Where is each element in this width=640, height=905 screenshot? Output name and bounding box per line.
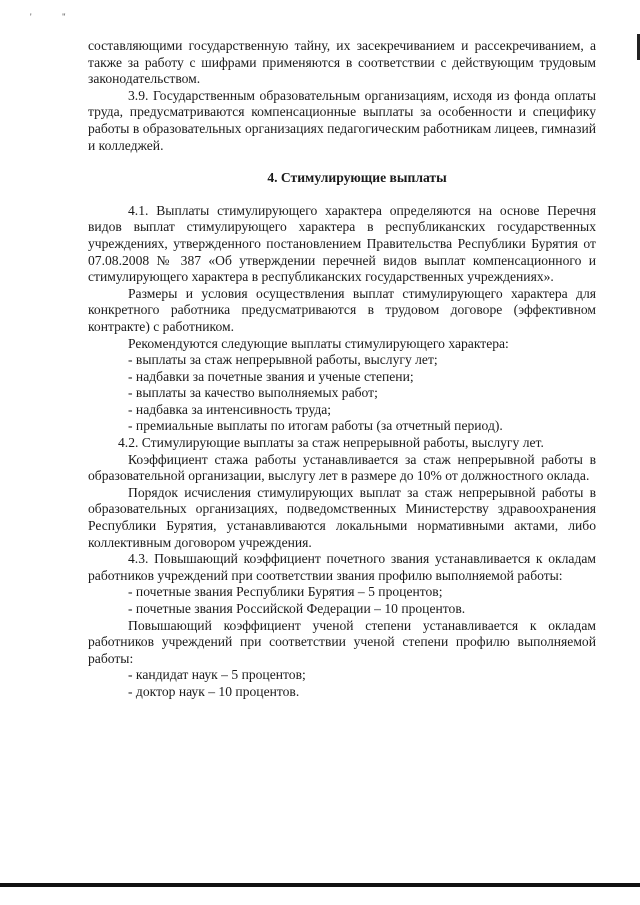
list-item: - надбавки за почетные звания и ученые степени; (128, 368, 414, 384)
list-item: - выплаты за качество выполняемых работ; (128, 385, 378, 401)
paragraph-4-3: 4.3. Повышающий коэффициент почетного звания устанавливается к окладам работников учреждений при соответствии звания профилю выполняемой работы: (88, 551, 596, 583)
list-item: - почетные звания Российской Федерации – 10 процентов. (128, 601, 466, 616)
list-item: - кандидат наук – 5 процентов; (128, 667, 306, 683)
list-item: - выплаты за стаж непрерывной работы, выслугу лет; (128, 352, 438, 368)
paragraph-sizes: Размеры и условия осуществления выплат стимулирующего характера для конкретного работника предусматриваются в трудовом договоре (эффективном контракте) с работником. (88, 285, 596, 334)
paragraph-4-1: 4.1. Выплаты стимулирующего характера определяются на основе Перечня видов выплат стимулирующего характера в республиканских государственных учреждениях, утвержденного постановлением Правительства Республики Бурятия от 07.08.2008 № 387 «Об утверждении перечней видов выплат компенсационного и стимулирующего характера в республиканских государственных учреждениях». (88, 202, 596, 285)
paragraph-4-2: 4.2. Стимулирующие выплаты за стаж непрерывной работы, выслугу лет. (118, 435, 544, 451)
spacer (88, 187, 596, 203)
spacer (88, 154, 596, 170)
scan-mark-right: " (62, 12, 66, 22)
paragraph-secrecy: составляющими государственную тайну, их засекречиванием и рассекречиванием, а также за работу с шифрами применяются в соответствии с действующим трудовым законодательством. (88, 38, 596, 87)
paragraph-degree: Повышающий коэффициент ученой степени устанавливается к окладам работников учреждений при соответствии ученой степени профилю выполняемой работы: (88, 617, 596, 666)
list-item: - премиальные выплаты по итогам работы (за отчетный период). (128, 418, 503, 434)
scan-bottom-bar (0, 883, 640, 887)
paragraph-order: Порядок исчисления стимулирующих выплат за стаж непрерывной работы в образовательных организациях, подведомственных Министерству здравоохранения Республики Бурятия, устанавливаются локальными нормативными актами, либо коллективным договором учреждения. (88, 484, 596, 550)
paragraph-recommended: Рекомендуются следующие выплаты стимулирующего характера: (128, 335, 509, 351)
section-title: 4. Стимулирующие выплаты (267, 170, 447, 186)
document-page (88, 38, 596, 701)
paragraph-3-9: 3.9. Государственным образовательным организациям, исходя из фонда оплаты труда, предусматриваются компенсационные выплаты за особенности и специфику работы в образовательных организациях педагогическим работникам лицеев, гимназий и колледжей. (88, 87, 596, 153)
list-item: - надбавка за интенсивность труда; (128, 401, 332, 417)
scan-mark-left: ' (30, 12, 32, 22)
paragraph-coefficient: Коэффициент стажа работы устанавливается за стаж непрерывной работы в образовательной организации, выслугу лет в размере до 10% от должностного оклада. (88, 451, 596, 484)
list-item: - доктор наук – 10 процентов. (128, 683, 300, 699)
list-item: - почетные звания Республики Бурятия – 5 процентов; (128, 584, 443, 600)
